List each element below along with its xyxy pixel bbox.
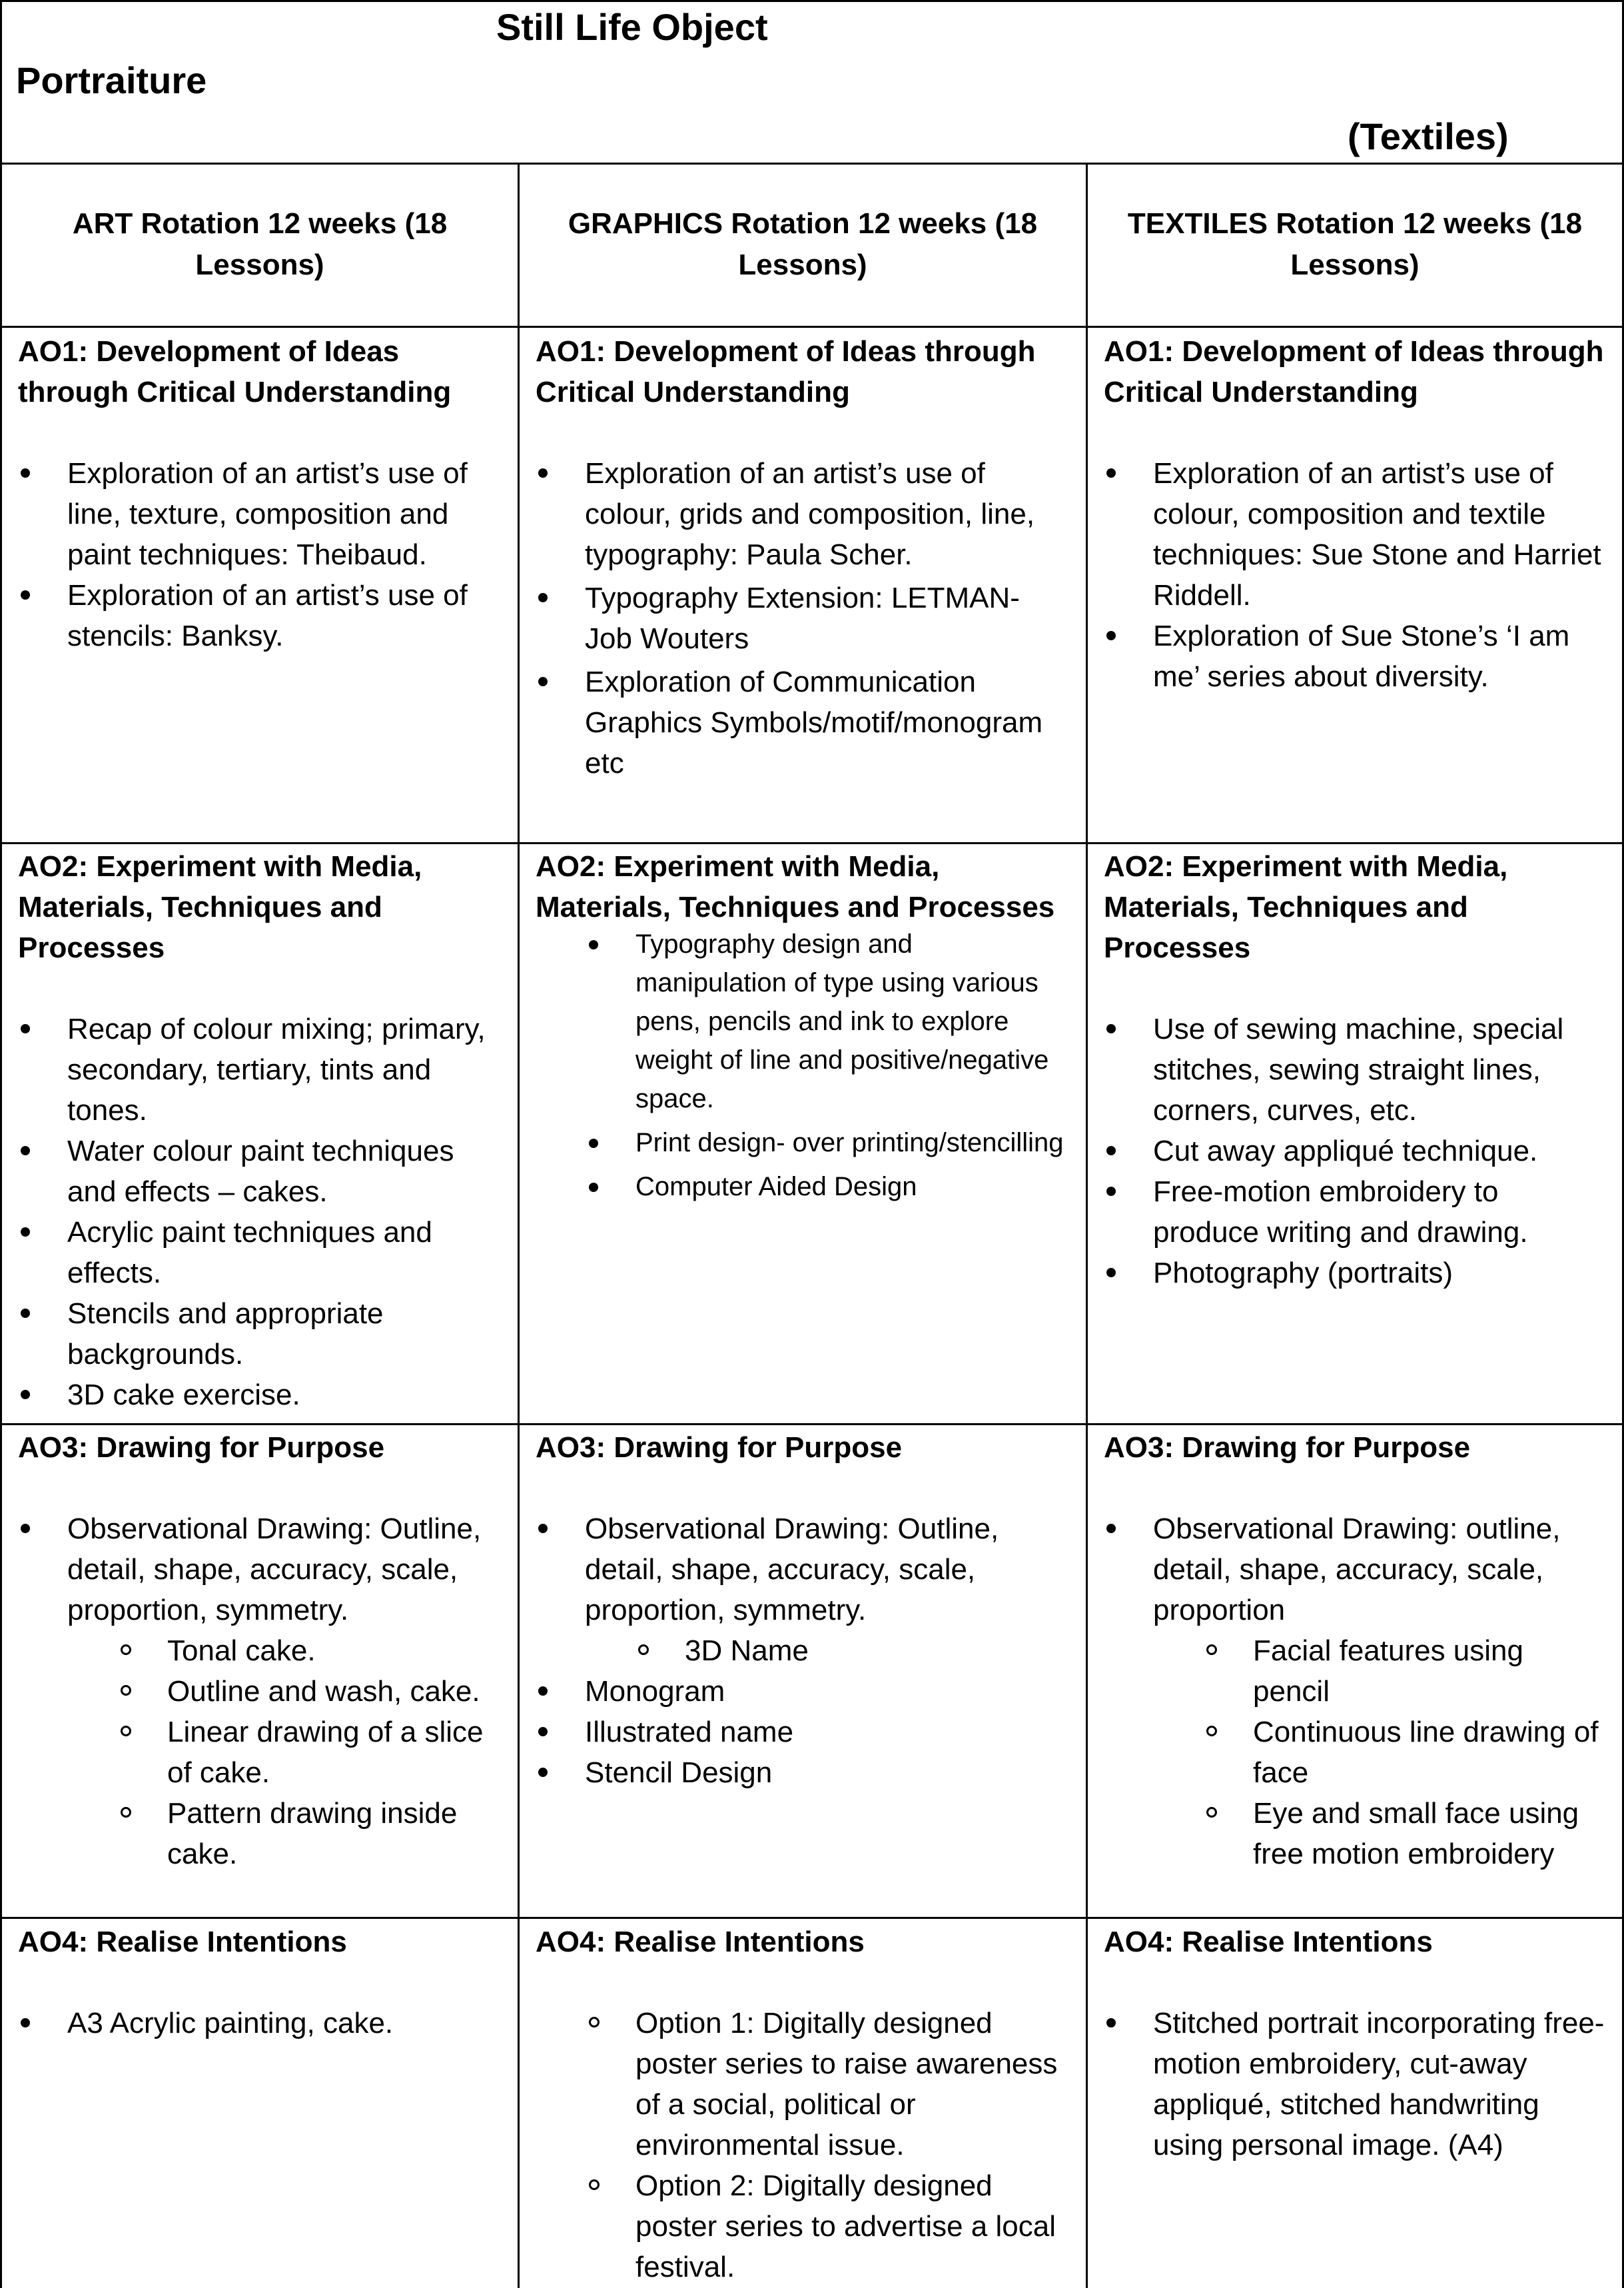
ao4-title: AO4: Realise Intentions bbox=[18, 1926, 347, 1958]
list-item: Acrylic paint techniques and effects. bbox=[18, 1212, 502, 1293]
sub-list-item: Outline and wash, cake. bbox=[18, 1671, 502, 1712]
list-item: Computer Aided Design bbox=[536, 1167, 1070, 1206]
list-item: Exploration of an artist’s use of stencils: Banksy. bbox=[18, 575, 502, 656]
ao4-art-cell bbox=[2, 1922, 518, 2043]
row-divider bbox=[0, 1917, 1624, 1919]
row-divider bbox=[0, 163, 1624, 165]
list-item: Print design- over printing/stencilling bbox=[536, 1123, 1070, 1162]
list-item: Option 1: Digitally designed poster series to raise awareness of a social, political or environmental issue. bbox=[536, 2003, 1070, 2165]
ao1-title: AO1: Development of Ideas through Critical Understanding bbox=[536, 335, 1036, 408]
ao2-list bbox=[536, 925, 1070, 1206]
ao2-title: AO2: Experiment with Media, Materials, Techniques and Processes bbox=[18, 850, 422, 964]
ao1-art-cell bbox=[2, 331, 518, 656]
ao1-list bbox=[1104, 453, 1606, 697]
ao1-list bbox=[536, 453, 1070, 784]
list-item: Illustrated name bbox=[536, 1712, 1070, 1752]
list-item: Water colour paint techniques and effects – cakes. bbox=[18, 1131, 502, 1212]
list-item: Observational Drawing: outline, detail, shape, accuracy, scale, proportion bbox=[1104, 1508, 1606, 1630]
column-heading-textiles: TEXTILES Rotation 12 weeks (18 Lessons) bbox=[1127, 207, 1583, 281]
ao4-title: AO4: Realise Intentions bbox=[536, 1926, 865, 1958]
sub-list-item: Tonal cake. bbox=[18, 1630, 502, 1671]
list-item: Monogram bbox=[536, 1671, 1070, 1712]
ao4-list bbox=[536, 2003, 1070, 2287]
list-item: Stencils and appropriate backgrounds. bbox=[18, 1293, 502, 1375]
ao2-list bbox=[1104, 1009, 1606, 1293]
sub-list-item: Continuous line drawing of face bbox=[1104, 1712, 1606, 1793]
list-item: Stitched portrait incorporating free-motion embroidery, cut-away appliqué, stitched handwriting using personal image. (A4) bbox=[1104, 2003, 1606, 2165]
list-item: A3 Acrylic painting, cake. bbox=[18, 2003, 502, 2043]
list-item: Photography (portraits) bbox=[1104, 1253, 1606, 1293]
sub-list-item: Pattern drawing inside cake. bbox=[18, 1793, 502, 1874]
ao3-art-cell bbox=[2, 1427, 518, 1874]
sub-list-item: Facial features using pencil bbox=[1104, 1630, 1606, 1712]
ao3-title: AO3: Drawing for Purpose bbox=[536, 1431, 903, 1464]
ao4-textiles-cell bbox=[1088, 1922, 1622, 2165]
list-item: Typography Extension: LETMAN- Job Wouters bbox=[536, 578, 1070, 659]
theme-label: Portraiture bbox=[16, 59, 207, 101]
ao2-graphics-cell bbox=[520, 846, 1086, 1206]
ao3-list bbox=[1104, 1508, 1606, 1874]
ao4-graphics-cell bbox=[520, 1922, 1086, 2287]
ao3-list bbox=[18, 1508, 502, 1874]
row-divider bbox=[0, 0, 1624, 2]
ao3-title: AO3: Drawing for Purpose bbox=[18, 1431, 385, 1464]
ao2-title: AO2: Experiment with Media, Materials, Techniques and Processes bbox=[536, 850, 1055, 923]
sub-list-item: Eye and small face using free motion embroidery bbox=[1104, 1793, 1606, 1874]
list-item: Exploration of an artist’s use of colour, grids and composition, line, typography: Paula Scher. bbox=[536, 453, 1070, 575]
ao2-textiles-cell bbox=[1088, 846, 1622, 1293]
list-item: 3D cake exercise. bbox=[18, 1375, 502, 1415]
ao3-textiles-cell bbox=[1088, 1427, 1622, 1874]
list-item: Exploration of an artist’s use of line, texture, composition and paint techniques: Theibaud. bbox=[18, 453, 502, 575]
ao4-list bbox=[18, 2003, 502, 2043]
list-item: Stencil Design bbox=[536, 1752, 1070, 1793]
list-item: Free-motion embroidery to produce writing and drawing. bbox=[1104, 1171, 1606, 1253]
ao1-list bbox=[18, 453, 502, 656]
ao4-title: AO4: Realise Intentions bbox=[1104, 1926, 1433, 1958]
page-title: Still Life Object bbox=[496, 6, 768, 48]
ao2-title: AO2: Experiment with Media, Materials, Techniques and Processes bbox=[1104, 850, 1508, 964]
sub-list-item: 3D Name bbox=[536, 1630, 1070, 1671]
ao1-title: AO1: Development of Ideas through Critical Understanding bbox=[1104, 335, 1604, 408]
column-heading-art: ART Rotation 12 weeks (18 Lessons) bbox=[72, 207, 448, 281]
ao1-title: AO1: Development of Ideas through Critical Understanding bbox=[18, 335, 452, 408]
list-item: Recap of colour mixing; primary, secondary, tertiary, tints and tones. bbox=[18, 1009, 502, 1131]
list-item: Typography design and manipulation of type using various pens, pencils and ink to explore weight of line and positive/negative space. bbox=[536, 925, 1070, 1118]
list-item: Cut away appliqué technique. bbox=[1104, 1131, 1606, 1171]
ao2-list bbox=[18, 1009, 502, 1415]
ao3-graphics-cell bbox=[520, 1427, 1086, 1793]
ao1-graphics-cell bbox=[520, 331, 1086, 784]
row-divider bbox=[0, 842, 1624, 844]
ao3-title: AO3: Drawing for Purpose bbox=[1104, 1431, 1471, 1464]
sub-list-item: Linear drawing of a slice of cake. bbox=[18, 1712, 502, 1793]
list-item: Exploration of Communication Graphics Symbols/motif/monogram etc bbox=[536, 662, 1070, 784]
list-item: Exploration of Sue Stone’s ‘I am me’ series about diversity. bbox=[1104, 616, 1606, 697]
ao1-textiles-cell bbox=[1088, 331, 1622, 697]
subject-label: (Textiles) bbox=[1348, 115, 1509, 157]
list-item: Observational Drawing: Outline, detail, shape, accuracy, scale, proportion, symmetry. bbox=[18, 1508, 502, 1630]
list-item: Use of sewing machine, special stitches, sewing straight lines, corners, curves, etc. bbox=[1104, 1009, 1606, 1131]
list-item: Option 2: Digitally designed poster series to advertise a local festival. bbox=[536, 2165, 1070, 2287]
list-item: Exploration of an artist’s use of colour, composition and textile techniques: Sue Stone and Harriet Riddell. bbox=[1104, 453, 1606, 616]
list-item: Observational Drawing: Outline, detail, shape, accuracy, scale, proportion, symmetry. bbox=[536, 1508, 1070, 1630]
ao3-list bbox=[536, 1508, 1070, 1793]
row-divider bbox=[0, 1423, 1624, 1425]
ao4-list bbox=[1104, 2003, 1606, 2165]
column-heading-graphics: GRAPHICS Rotation 12 weeks (18 Lessons) bbox=[568, 207, 1038, 281]
ao2-art-cell bbox=[2, 846, 518, 1415]
row-divider bbox=[0, 326, 1624, 328]
